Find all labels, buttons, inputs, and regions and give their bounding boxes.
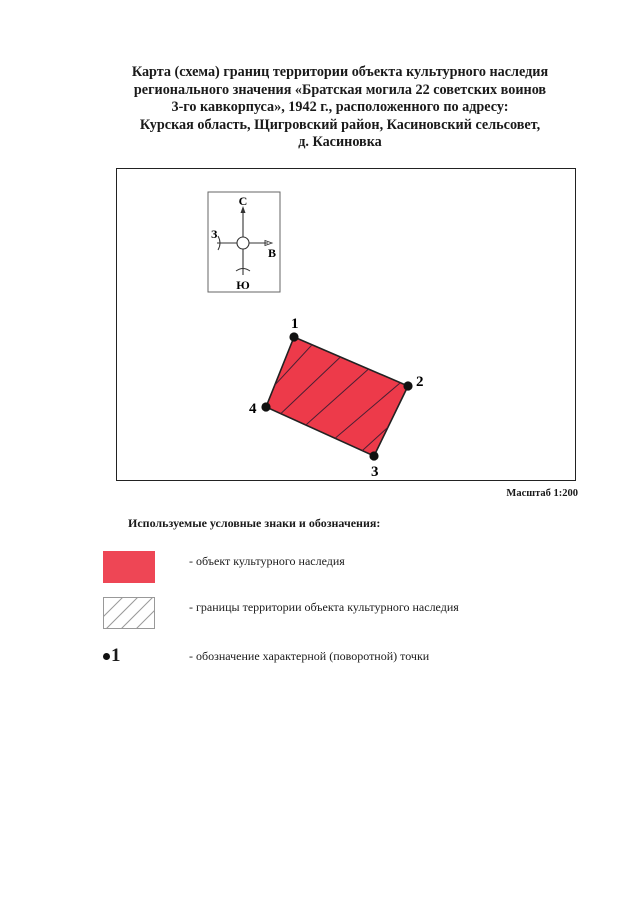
point-3-marker (369, 451, 378, 460)
compass-north-label: С (238, 194, 248, 208)
point-dot-icon (103, 653, 110, 660)
point-1-marker (289, 332, 298, 341)
parcel-polygon (266, 337, 408, 456)
legend-hatch-swatch (103, 597, 155, 629)
legend-heading: Используемые условные знаки и обозначения: (128, 516, 381, 530)
compass-center-icon (237, 237, 249, 249)
point-3-label: 3 (371, 464, 379, 480)
legend-point-number: 1 (111, 645, 121, 666)
title-line-2: регионального значения «Братская могила 22 советских воинов (133, 81, 547, 98)
title-line-4: Курская область, Щигровский район, Касиновский сельсовет, (139, 116, 541, 133)
legend-item-turning-point (103, 645, 563, 677)
title-line-5: д. Касиновка (298, 134, 382, 150)
legend-red-swatch (103, 551, 155, 583)
title-line-3: 3-го кавкорпуса», 1942 г., расположенного по адресу: (171, 99, 509, 115)
scale-label: Масштаб 1:200 (506, 488, 578, 499)
point-2-marker (403, 381, 412, 390)
legend-text-territory-boundary: - границы территории объекта культурного наследия (189, 600, 459, 614)
legend-point-symbol (103, 645, 121, 667)
compass-west-label: З (211, 227, 218, 241)
compass-east-label: В (268, 246, 277, 260)
legend-item-heritage-object (103, 551, 563, 583)
heritage-parcel (249, 316, 424, 480)
compass-rose (208, 192, 280, 292)
point-4-label: 4 (249, 401, 257, 417)
point-2-label: 2 (416, 374, 424, 390)
legend-text-heritage-object: - объект культурного наследия (189, 554, 345, 568)
point-4-marker (261, 402, 270, 411)
point-1-label: 1 (291, 316, 299, 332)
legend-text-turning-point: - обозначение характерной (поворотной) точки (189, 649, 430, 663)
compass-south-label: Ю (236, 278, 250, 292)
title-line-1: Карта (схема) границ территории объекта культурного наследия (131, 64, 549, 80)
legend-item-territory-boundary (103, 597, 563, 629)
